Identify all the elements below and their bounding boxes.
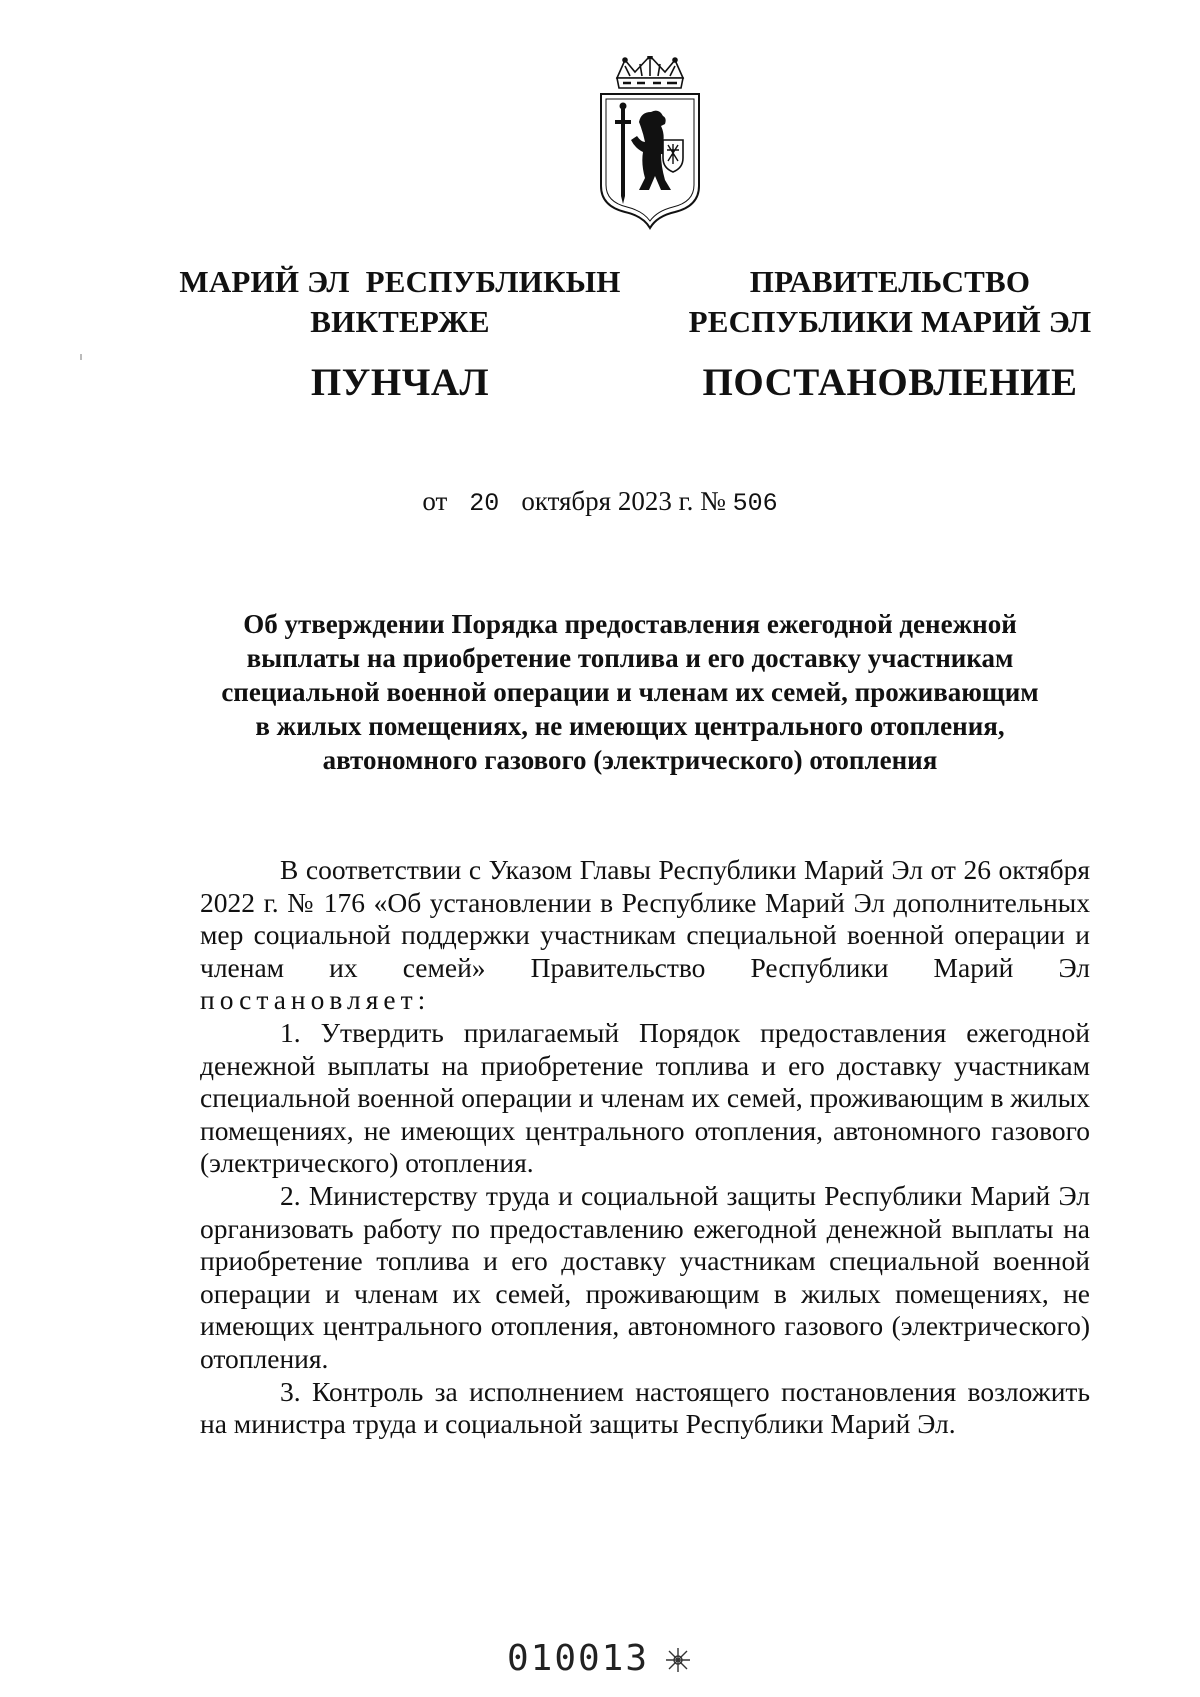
clause-3: 3. Контроль за исполнением настоящего постановления возложить на министра труда и социальной защиты Республики Марий Эл. <box>200 1375 1090 1440</box>
title-line: специальной военной операции и членам их семей, проживающим <box>221 677 1039 707</box>
date-day: 20 <box>469 489 500 518</box>
date-prefix: от <box>422 486 448 516</box>
decree-word: постановляет: <box>200 984 431 1016</box>
title-line: Об утверждении Порядка предоставления ежегодной денежной <box>243 609 1017 639</box>
title-line: выплаты на приобретение топлива и его доставку участникам <box>246 643 1014 673</box>
serial-number: 010013 <box>506 1638 650 1679</box>
asterisk-stamp-icon <box>663 1645 693 1675</box>
header-russian <box>660 262 1120 406</box>
title-line: автономного газового (электрического) отопления <box>322 745 938 775</box>
clause-1: 1. Утвердить прилагаемый Порядок предоставления ежегодной денежной выплаты на приобретение топлива и его доставку участникам специальной военной операции и членам их семей, проживающим в жилых помещениях, не имеющих центрального отопления, автономного газового (электрического) отопления. <box>200 1016 1090 1179</box>
header-mari-line2: ВИКТЕРЖЕ <box>310 304 490 339</box>
header-mari-doc-type: ПУНЧАЛ <box>310 361 490 404</box>
date-month-year: октября 2023 г. № <box>521 486 726 516</box>
document-number: 506 <box>732 489 778 518</box>
header-russian-line2: РЕСПУБЛИКИ МАРИЙ ЭЛ <box>688 304 1092 339</box>
document-title <box>170 607 1090 777</box>
date-number-line <box>0 484 1200 521</box>
title-line: в жилых помещениях, не имеющих центрального отопления, <box>255 711 1005 741</box>
scan-artifact <box>80 354 82 360</box>
header-mari-line1: МАРИЙ ЭЛ РЕСПУБЛИКЫН <box>179 264 621 299</box>
document-body <box>200 854 1090 1441</box>
header-russian-doc-type: ПОСТАНОВЛЕНИЕ <box>702 361 1078 404</box>
header-mari <box>170 262 630 406</box>
serial-number-line <box>0 1638 1200 1679</box>
preamble-paragraph <box>200 854 1090 1017</box>
preamble-text: В соответствии с Указом Главы Республики Марий Эл от 26 октября 2022 г. № 176 «Об установлении в Республике Марий Эл дополнительных мер социальной поддержки участникам специальной военной операции и членам их семей» Правительство Республики Марий Эл <box>200 854 1090 983</box>
clause-2: 2. Министерству труда и социальной защиты Республики Марий Эл организовать работу по предоставлению ежегодной денежной выплаты на приобретение топлива и его доставку участникам специальной военной операции и членам их семей, проживающим в жилых помещениях, не имеющих центрального отопления, автономного газового (электрического) отопления. <box>200 1179 1090 1374</box>
header-russian-line1: ПРАВИТЕЛЬСТВО <box>749 264 1031 299</box>
coat-of-arms-icon <box>595 56 705 232</box>
